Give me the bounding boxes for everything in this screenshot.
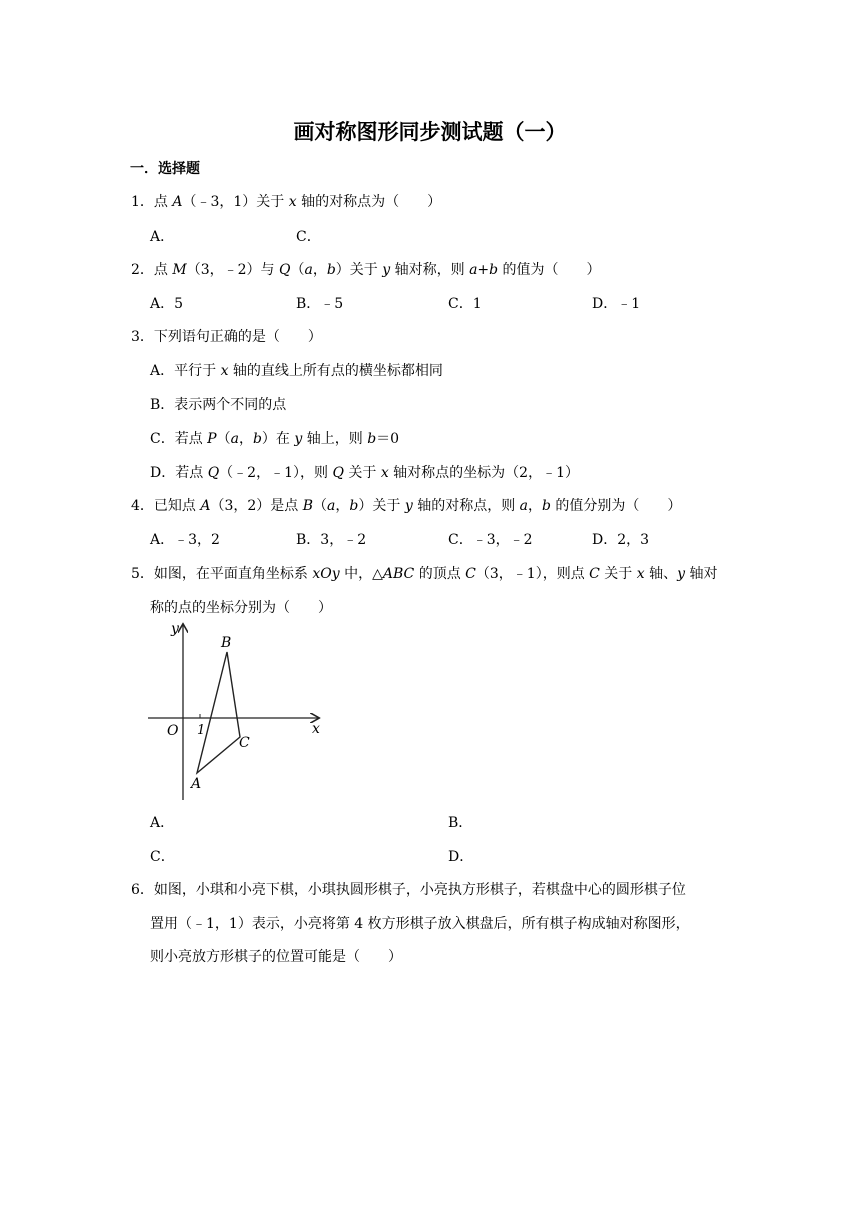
- question-3-stem: 3．下列语句正确的是（ ）: [131, 329, 322, 345]
- text: 轴的对称点为（ ）: [296, 194, 442, 210]
- q2-option-d[interactable]: D．﹣1: [592, 296, 641, 312]
- q1-option-a[interactable]: A．: [150, 229, 175, 245]
- question-2-stem: [131, 259, 601, 279]
- vertex-label-b: B: [221, 635, 232, 651]
- text: ）关于: [358, 498, 405, 514]
- text: （: [313, 498, 328, 514]
- text: ）关于: [335, 262, 383, 278]
- q3-option-a[interactable]: [150, 360, 443, 380]
- var-x: x: [220, 363, 229, 379]
- var-x: x: [636, 566, 645, 582]
- text: ）在: [261, 431, 295, 447]
- text: （: [216, 431, 231, 447]
- text: ，: [335, 498, 350, 514]
- page-title: 画对称图形同步测试题（一）: [293, 119, 567, 144]
- var-y: y: [382, 262, 391, 278]
- y-axis-label: y: [171, 621, 179, 637]
- var-q: Q: [278, 262, 291, 278]
- text: 轴对: [685, 566, 718, 582]
- text: 5．如图，在平面直角坐标系: [131, 566, 313, 582]
- var-b: b: [367, 431, 377, 447]
- text: ，: [312, 262, 327, 278]
- q3-option-c[interactable]: [150, 428, 399, 448]
- text: ，: [238, 431, 253, 447]
- triangle-abc: [197, 652, 240, 773]
- var-y: y: [677, 566, 686, 582]
- var-a: a: [327, 498, 336, 514]
- question-5-stem-line2: 称的点的坐标分别为（ ）: [150, 600, 332, 616]
- var-p: P: [207, 431, 217, 447]
- coordinate-figure: [140, 615, 340, 805]
- var-q: Q: [332, 465, 344, 481]
- var-b: b: [349, 498, 359, 514]
- q4-option-b[interactable]: B．3，﹣2: [296, 532, 367, 548]
- q5-option-b[interactable]: B．: [448, 815, 473, 831]
- var-m: M: [172, 262, 187, 278]
- var-b: B: [302, 498, 314, 514]
- var-a: a: [519, 498, 529, 514]
- text: （3，﹣1），则点: [475, 566, 590, 582]
- q2-option-a[interactable]: A．5: [150, 296, 184, 312]
- text: 轴、: [644, 566, 678, 582]
- var-b: b: [252, 431, 262, 447]
- var-a: A: [200, 498, 211, 514]
- text: 关于: [599, 566, 637, 582]
- text: ＝0: [376, 431, 400, 447]
- text: 中，△: [339, 566, 383, 582]
- var-a: A: [172, 194, 183, 210]
- text: （: [290, 262, 305, 278]
- var-q: Q: [207, 465, 220, 481]
- text: 2．点: [131, 262, 173, 278]
- text: （3，2）是点: [210, 498, 303, 514]
- section-heading: 一．选择题: [130, 161, 200, 177]
- var-x: x: [380, 465, 389, 481]
- text: D．若点: [150, 465, 208, 481]
- q2-option-c[interactable]: C．1: [448, 296, 482, 312]
- q5-option-a[interactable]: A．: [150, 815, 175, 831]
- text: 轴对称点的坐标为（2，﹣1）: [388, 465, 579, 481]
- text: 的值为（ ）: [498, 262, 601, 278]
- var-y: y: [404, 498, 413, 514]
- vertex-label-c: C: [239, 735, 250, 751]
- q5-option-c[interactable]: C．: [150, 849, 175, 865]
- var-xoy: xOy: [312, 566, 340, 582]
- question-1-stem: [131, 191, 441, 211]
- var-c: C: [465, 566, 476, 582]
- var-b: b: [326, 262, 336, 278]
- var-y: y: [294, 431, 303, 447]
- var-x: x: [288, 194, 297, 210]
- q3-option-b[interactable]: B．表示两个不同的点: [150, 397, 287, 413]
- vertex-label-a: A: [191, 776, 202, 792]
- question-4-stem: [131, 495, 681, 515]
- question-5-stem-line1: [131, 563, 718, 583]
- q1-option-c[interactable]: C．: [296, 229, 321, 245]
- text: 4．已知点: [131, 498, 201, 514]
- text: 轴上，则: [302, 431, 368, 447]
- text: A．平行于: [150, 363, 221, 379]
- var-abc: ABC: [382, 566, 415, 582]
- text: 轴的直线上所有点的横坐标都相同: [228, 363, 443, 379]
- q4-option-c[interactable]: C．﹣3，﹣2: [448, 532, 533, 548]
- origin-label: O: [167, 723, 179, 739]
- text: 轴的对称点，则: [412, 498, 520, 514]
- q2-option-b[interactable]: B．﹣5: [296, 296, 344, 312]
- text: （3，﹣2）与: [186, 262, 279, 278]
- var-a: a: [230, 431, 239, 447]
- var-a: a: [304, 262, 313, 278]
- question-6-stem-line2: 置用（﹣1，1）表示，小亮将第 4 枚方形棋子放入棋盘后，所有棋子构成轴对称图形，: [150, 916, 690, 932]
- text: ，: [528, 498, 543, 514]
- q4-option-a[interactable]: A．﹣3，2: [150, 532, 220, 548]
- question-6-stem-line1: 6．如图，小琪和小亮下棋，小琪执圆形棋子，小亮执方形棋子，若棋盘中心的圆形棋子位: [131, 882, 686, 898]
- q4-option-d[interactable]: D．2，3: [592, 532, 650, 548]
- var-c: C: [589, 566, 600, 582]
- question-6-stem-line3: 则小亮放方形棋子的位置可能是（ ）: [150, 949, 402, 965]
- var-b: b: [542, 498, 551, 514]
- q3-option-d[interactable]: [150, 462, 579, 482]
- text: 轴对称，则: [390, 262, 470, 278]
- x-axis-label: x: [312, 721, 320, 737]
- text: （﹣3，1）关于: [182, 194, 289, 210]
- tick-label-1: 1: [197, 723, 206, 738]
- var-a-plus-b: a+b: [469, 262, 499, 278]
- text: 的值分别为（ ）: [550, 498, 682, 514]
- q5-option-d[interactable]: D．: [448, 849, 474, 865]
- text: C．若点: [150, 431, 208, 447]
- text: 的顶点: [414, 566, 466, 582]
- text: （﹣2，﹣1），则: [219, 465, 333, 481]
- text: 关于: [343, 465, 381, 481]
- text: 1．点: [131, 194, 173, 210]
